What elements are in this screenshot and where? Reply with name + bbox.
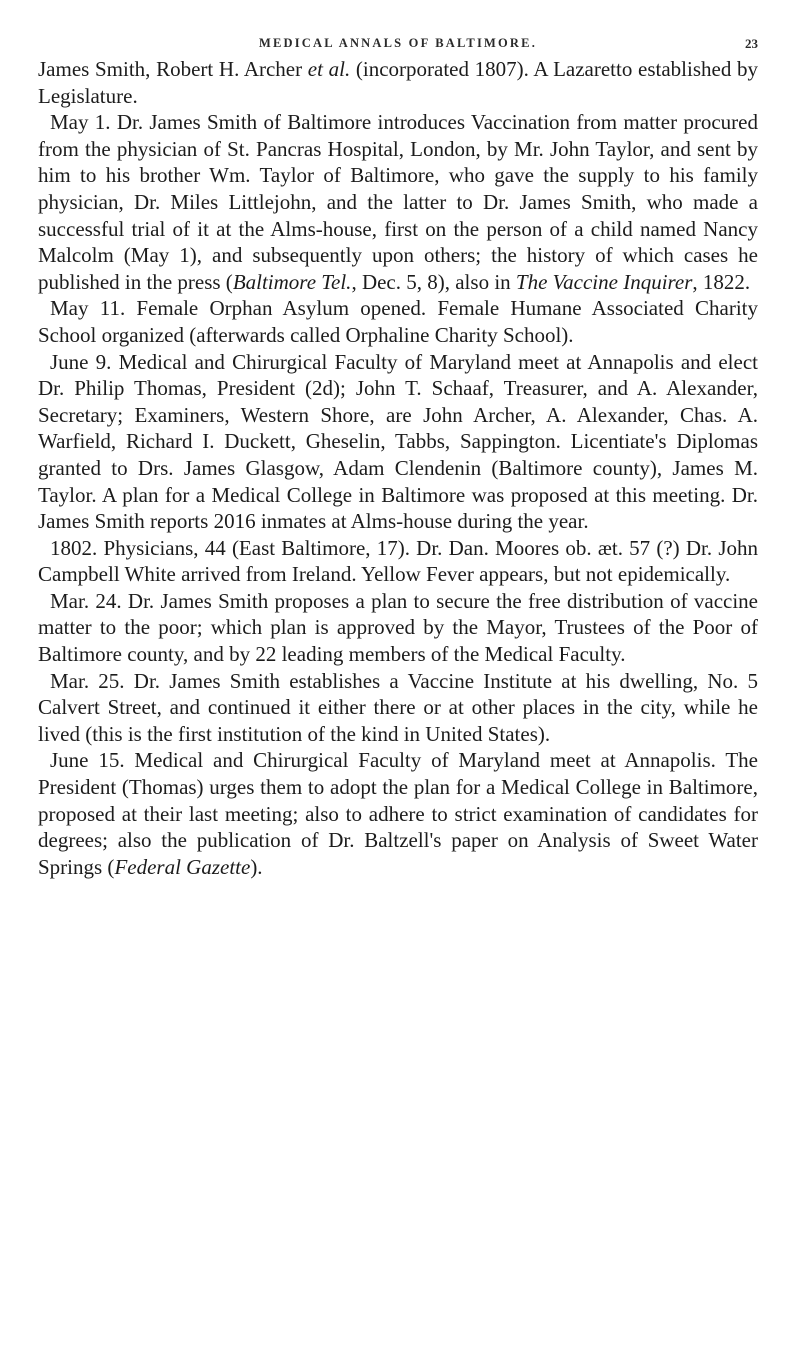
entry-mar-25 [38, 668, 758, 748]
entry-date: Mar. 24. [50, 588, 122, 613]
entry-italic: The Vaccine Inquirer [515, 269, 693, 294]
entry-italic: Federal Gazette [114, 854, 251, 879]
body-text [38, 56, 758, 880]
entry-mar-24 [38, 588, 758, 668]
entry-date: June 9. [50, 349, 112, 374]
entry-text: Female Orphan Asylum opened. Female Humane Associated Charity School organized (afterwards called Orphaline Charity School). [38, 296, 758, 347]
entry-date: May 11. [50, 296, 126, 321]
entry-date: 1802. [50, 535, 98, 560]
entry-text: Medical and Chirurgical Faculty of Maryland meet at Annapolis. The President (Thomas) urges them to adopt the plan for a Medical College in Baltimore, proposed at their last meeting; also to adhere to strict examination of candidates for degrees; also the publication of Dr. Baltzell's paper on Analysis of Sweet Water Springs ( [38, 748, 758, 879]
entry-italic: et al. [307, 57, 351, 81]
page-number: 23 [745, 36, 758, 51]
running-head [38, 0, 758, 56]
entry-june-9 [38, 349, 758, 535]
entry-date: June 15. [50, 748, 125, 773]
entry-text: Medical and Chirurgical Faculty of Maryland meet at Annapolis and elect Dr. Philip Thomas, President (2d); John T. Schaaf, Treasurer, and A. Alexander, Secretary; Examiners, Western Shore, are John Archer, A. Alexander, Chas. A. Warfield, Richard I. Duckett, Gheselin, Tabbs, Sappington. Licentiate's Diplomas granted to Drs. James Glasgow, Adam Clendenin (Baltimore county), James M. Taylor. A plan for a Medical College in Baltimore was proposed at this meeting. Dr. James Smith reports 2016 inmates at Alms-house during the year. [38, 349, 758, 534]
entry-incorporation [38, 56, 758, 109]
entry-1802 [38, 535, 758, 588]
entry-text: James Smith, Robert H. Archer [38, 57, 308, 81]
entry-text: Dr. James Smith establishes a Vaccine Institute at his dwelling, No. 5 Calvert Street, and continued it either there or at other places in the city, while he lived (this is the first institution of the kind in United States). [38, 668, 759, 746]
entry-text: ). [250, 854, 263, 879]
entry-may-1 [38, 109, 758, 295]
entry-june-15 [38, 747, 758, 880]
entry-date: Mar. 25. [50, 668, 125, 693]
entry-may-11 [38, 295, 758, 348]
entry-text: Physicians, 44 (East Baltimore, 17). Dr. Dan. Moores ob. æt. 57 (?) Dr. John Campbell White arrived from Ireland. Yellow Fever appears, but not epidemically. [38, 535, 758, 587]
running-title: MEDICAL ANNALS OF BALTIMORE. [258, 36, 538, 50]
entry-italic: Baltimore Tel. [232, 269, 352, 294]
entry-text: , 1822. [692, 269, 751, 294]
entry-text: Dr. James Smith proposes a plan to secure the free distribution of vaccine matter to the poor; which plan is approved by the Mayor, Trustees of the Poor of Baltimore county, and by 22 leading members of the Medical Faculty. [38, 588, 758, 667]
entry-date: May 1. [50, 110, 111, 135]
entry-text: Dr. James Smith of Baltimore introduces Vaccination from matter procured from the physician of St. Pancras Hospital, London, by Mr. John Taylor, and sent by him to his brother Wm. Taylor of Baltimore, who gave the supply to his family physician, Dr. Miles Littlejohn, and the latter to Dr. James Smith, who made a successful trial of it at the Alms-house, first on the person of a child named Nancy Malcolm (May 1), and subsequently upon others; the history of which cases he published in the press ( [38, 110, 758, 294]
book-page [38, 0, 758, 880]
entry-text: , Dec. 5, 8), also in [351, 269, 516, 294]
entry-text: (incorporated 1807). A Lazaretto established by Legislature. [38, 57, 758, 108]
